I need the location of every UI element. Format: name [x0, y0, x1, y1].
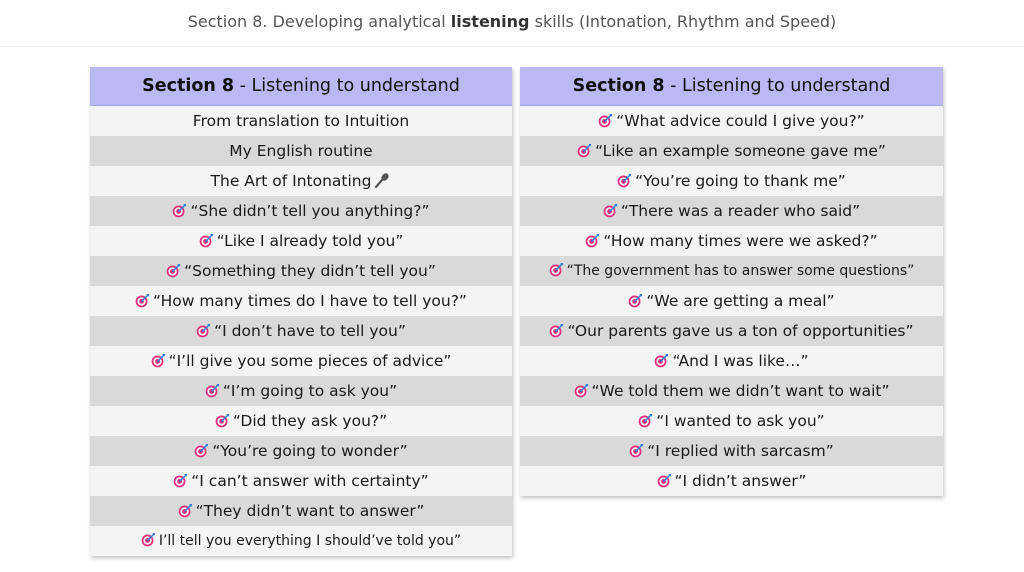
lesson-row[interactable]	[90, 286, 512, 316]
lesson-title: I’ll tell you everything I should’ve told you”	[158, 533, 462, 549]
lesson-row[interactable]	[90, 466, 512, 496]
lesson-row[interactable]	[90, 316, 512, 346]
target-icon	[577, 138, 592, 153]
lesson-row[interactable]	[520, 346, 943, 376]
lesson-title: “Did they ask you?”	[232, 412, 388, 430]
target-icon	[196, 318, 211, 333]
lesson-row[interactable]	[90, 496, 512, 526]
table-header-section: Section 8	[572, 76, 665, 96]
target-icon	[617, 168, 632, 183]
lesson-row[interactable]	[90, 136, 512, 166]
target-icon	[549, 318, 564, 333]
lesson-title: “They didn’t want to answer”	[195, 502, 425, 520]
table-body	[90, 106, 512, 556]
lesson-title: “And I was like…”	[672, 352, 809, 370]
target-icon	[178, 498, 193, 513]
lesson-title: “Our parents gave us a ton of opportunities”	[567, 322, 914, 340]
page-header	[0, 0, 1024, 47]
lesson-title: “I’m going to ask you”	[222, 382, 398, 400]
lessons-table-right	[520, 67, 943, 496]
lesson-title: “She didn’t tell you anything?”	[190, 202, 430, 220]
lesson-title: “We told them we didn’t want to wait”	[591, 382, 890, 400]
lesson-row[interactable]	[90, 376, 512, 406]
lesson-row[interactable]	[520, 226, 943, 256]
header-prefix: Section 8. Developing analytical	[187, 12, 451, 31]
lesson-title: “We are getting a meal”	[646, 292, 835, 310]
lesson-row[interactable]	[520, 436, 943, 466]
lesson-title: The Art of Intonating	[210, 172, 372, 190]
table-header-title: - Listening to understand	[664, 76, 891, 96]
target-icon	[629, 438, 644, 453]
table-header	[520, 67, 943, 106]
target-icon	[657, 468, 672, 483]
lesson-title: “Like I already told you”	[216, 232, 404, 250]
lesson-title: “I didn’t answer”	[674, 472, 807, 490]
lesson-title: My English routine	[229, 142, 373, 160]
target-icon	[199, 228, 214, 243]
lesson-title: “I replied with sarcasm”	[647, 442, 834, 460]
lesson-title: “There was a reader who said”	[620, 202, 861, 220]
lesson-title: “I don’t have to tell you”	[214, 322, 406, 340]
lesson-row[interactable]	[520, 316, 943, 346]
target-icon	[151, 348, 166, 363]
lesson-row[interactable]	[520, 256, 943, 286]
lesson-title: “The government has to answer some questions”	[566, 263, 915, 279]
lesson-title: “I wanted to ask you”	[656, 412, 825, 430]
target-icon	[166, 258, 181, 273]
header-suffix: skills (Intonation, Rhythm and Speed)	[529, 12, 837, 31]
lesson-row[interactable]	[90, 256, 512, 286]
lesson-row[interactable]	[520, 376, 943, 406]
target-icon	[574, 378, 589, 393]
microphone-icon	[373, 169, 391, 187]
lesson-title: “How many times do I have to tell you?”	[153, 292, 467, 310]
target-icon	[135, 288, 150, 303]
lesson-row[interactable]	[90, 406, 512, 436]
target-icon	[628, 288, 643, 303]
target-icon	[141, 528, 156, 543]
lesson-row[interactable]	[520, 106, 943, 136]
lesson-title: “You’re going to thank me”	[635, 172, 846, 190]
target-icon	[598, 108, 613, 123]
lessons-table-left	[90, 67, 512, 556]
lesson-title: “I’ll give you some pieces of advice”	[168, 352, 452, 370]
table-header-section: Section 8	[142, 76, 235, 96]
lesson-row[interactable]	[520, 196, 943, 226]
target-icon	[603, 198, 618, 213]
lesson-title: “How many times were we asked?”	[603, 232, 878, 250]
lesson-title: “Like an example someone gave me”	[595, 142, 886, 160]
target-icon	[205, 378, 220, 393]
table-header	[90, 67, 512, 106]
target-icon	[549, 258, 564, 273]
lesson-row[interactable]	[90, 166, 512, 196]
lesson-row[interactable]	[90, 346, 512, 376]
target-icon	[194, 438, 209, 453]
lesson-row[interactable]	[90, 526, 512, 556]
lesson-title: “You’re going to wonder”	[212, 442, 408, 460]
lesson-row[interactable]	[520, 136, 943, 166]
target-icon	[654, 348, 669, 363]
lesson-title: “What advice could I give you?”	[616, 112, 865, 130]
target-icon	[638, 408, 653, 423]
lesson-row[interactable]	[520, 466, 943, 496]
lesson-title: “I can’t answer with certainty”	[191, 472, 429, 490]
target-icon	[172, 198, 187, 213]
table-body	[520, 106, 943, 496]
lesson-row[interactable]	[520, 286, 943, 316]
target-icon	[173, 468, 188, 483]
lesson-row[interactable]	[520, 406, 943, 436]
lesson-title: From translation to Intuition	[192, 112, 410, 130]
table-header-title: - Listening to understand	[234, 76, 460, 96]
lesson-row[interactable]	[520, 166, 943, 196]
lesson-row[interactable]	[90, 196, 512, 226]
lesson-row[interactable]	[90, 226, 512, 256]
header-bold-word: listening	[450, 12, 530, 31]
target-icon	[215, 408, 230, 423]
lesson-title: “Something they didn’t tell you”	[184, 262, 436, 280]
lesson-row[interactable]	[90, 436, 512, 466]
lesson-row[interactable]	[90, 106, 512, 136]
target-icon	[585, 228, 600, 243]
